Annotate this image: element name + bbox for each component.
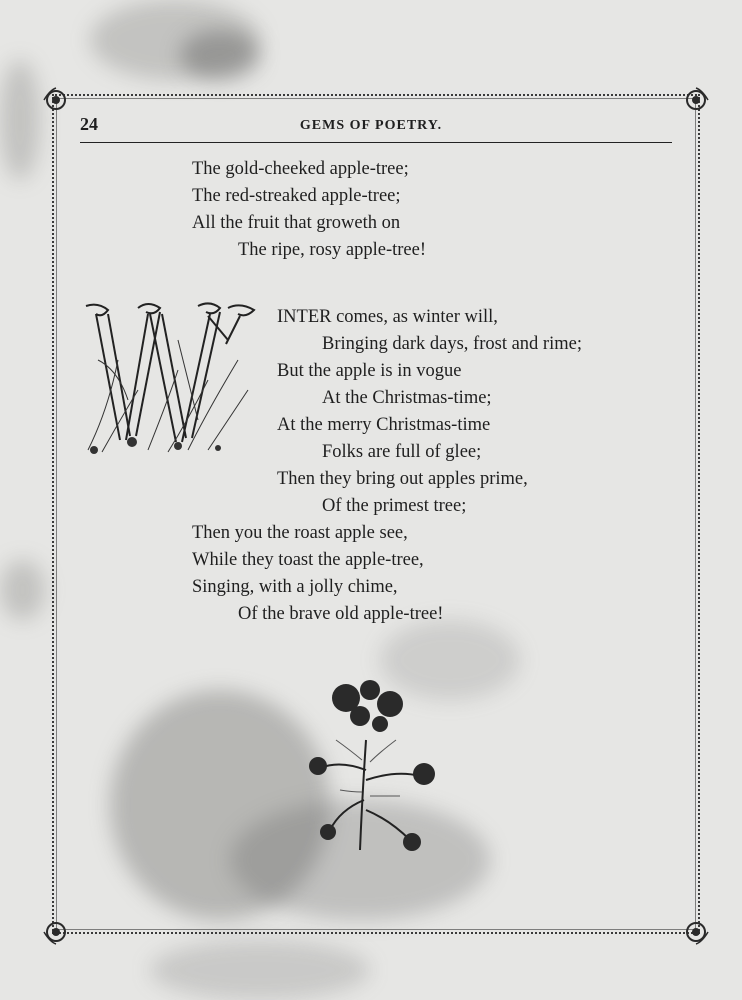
poem-line: Then they bring out apples prime,: [277, 469, 528, 489]
poem-line: Singing, with a jolly chime,: [192, 577, 398, 597]
corner-ornament-icon: [42, 86, 70, 114]
header-rule: [80, 142, 672, 143]
poem-line: At the Christmas-time;: [322, 388, 492, 408]
stain: [0, 560, 45, 620]
corner-ornament-icon: [42, 918, 70, 946]
poem-line: INTER comes, as winter will,: [277, 307, 498, 327]
poem-line: All the fruit that groweth on: [192, 213, 401, 233]
stain: [90, 0, 260, 80]
poem-line: Bringing dark days, frost and rime;: [322, 334, 582, 354]
corner-ornament-icon: [682, 918, 710, 946]
poem-line: But the apple is in vogue: [277, 361, 462, 381]
poem-line: Of the primest tree;: [322, 496, 467, 516]
poem-line: At the merry Christmas-time: [277, 415, 491, 435]
poem-line: Of the brave old apple-tree!: [238, 604, 444, 624]
poem-line: The red-streaked apple-tree;: [192, 186, 401, 206]
stain: [180, 30, 260, 80]
poem-line: The ripe, rosy apple-tree!: [238, 240, 426, 260]
running-head: GEMS OF POETRY.: [299, 118, 443, 133]
page-number: 24: [80, 114, 98, 134]
corner-ornament-icon: [682, 86, 710, 114]
poem-line: Folks are full of glee;: [322, 442, 482, 462]
decorative-w-initial-icon: [78, 300, 268, 460]
poem-line: Then you the roast apple see,: [192, 523, 408, 543]
poem-line: The gold-cheeked apple-tree;: [192, 159, 409, 179]
stain: [150, 940, 370, 1000]
poem-line: While they toast the apple-tree,: [192, 550, 424, 570]
flower-engraving-icon: [300, 680, 450, 860]
